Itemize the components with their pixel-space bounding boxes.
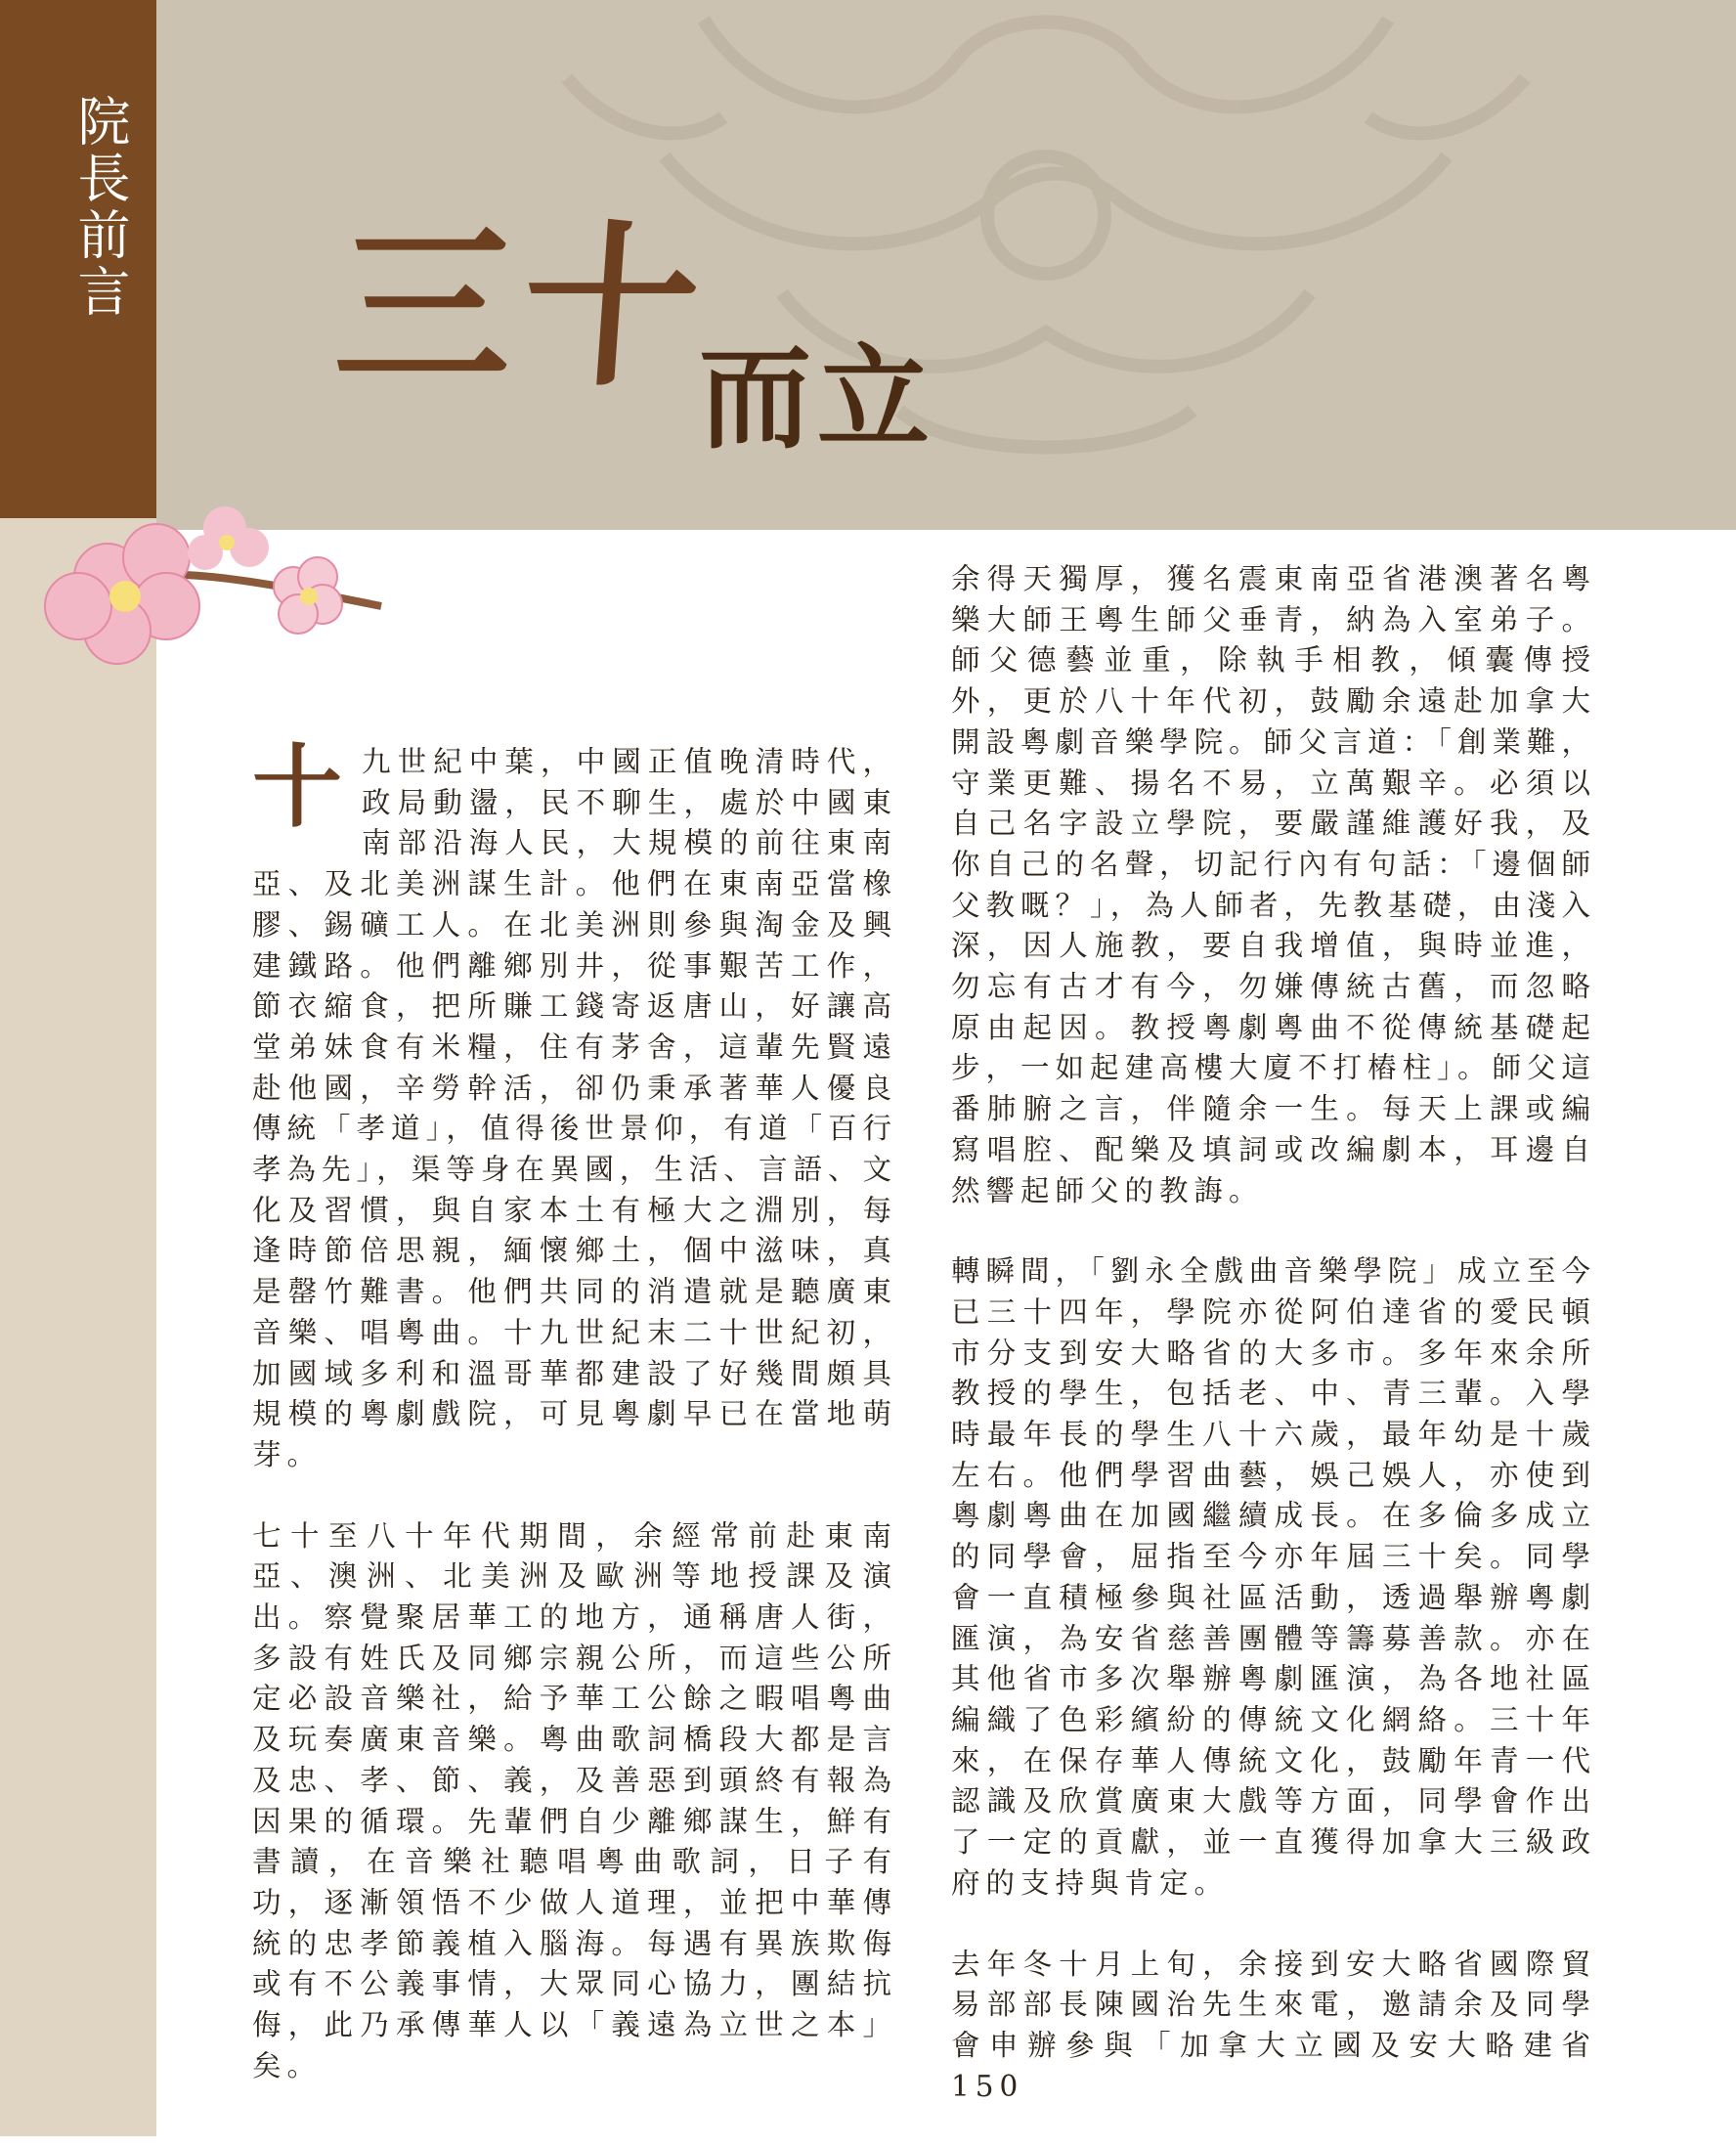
paragraph: 七十至八十年代期間，余經常前赴東南亞、澳洲、北美洲及歐洲等地授課及演出。察覺聚居華工的地方，通稱唐人街，多設有姓氏及同鄉宗親公所，而這些公所定必設音樂社，給予華工公餘之暇唱粵曲及玩奏廣東音樂。粵曲歌詞橋段大都是言及忠、孝、節、義，及善惡到頭終有報為因果的循環。先輩們自少離鄉謀生，鮮有書讀，在音樂社聽唱粵曲歌詞，日子有功，逐漸領悟不少做人道理，並把中華傳統的忠孝節義植入腦海。每遇有異族欺侮或有不公義事情，大眾同心協力，團結抗侮，此乃承傳華人以「義遠為立世之本」矣。 bbox=[252, 1518, 897, 2082]
drop-cap: 十 bbox=[252, 734, 349, 840]
paragraph: 去年冬十月上旬，余接到安大略省國際貿易部部長陳國治先生來電，邀請余及同學會申辦參與「加拿大立國及安大略建省150 bbox=[951, 1947, 1596, 2103]
paragraph-text: 九世紀中葉，中國正值晚清時代，政局動盪，民不聊生，處於中國東南部沿海人民，大規模的前往東南亞、及北美洲謀生計。他們在東南亞當橡膠、錫礦工人。在北美洲則參與淘金及興建鐵路。他們離鄉別井，從事艱苦工作，節衣縮食，把所賺工錢寄返唐山，好讓高堂弟妹食有米糧，住有茅舍，這輩先賢遠赴他國，辛勞幹活，卻仍秉承著華人優良傳統「孝道」，值得後世景仰，有道「百行孝為先」，渠等身在異國，生活、言語、文化及習慣，與自家本土有極大之淵別，每逢時節倍思親，緬懷鄉土，個中滋味，真是罄竹難書。他們共同的消遣就是聽廣東音樂、唱粵曲。十九世紀末二十世紀初，加國域多利和溫哥華都建設了好幾間頗具規模的粵劇戲院，可見粵劇早已在當地萌芽。 bbox=[252, 745, 897, 1471]
article-right-column bbox=[951, 559, 1596, 2147]
paragraph bbox=[252, 734, 897, 1476]
sidebar-beige-band bbox=[0, 518, 156, 2136]
article-left-column bbox=[252, 734, 897, 2127]
title-sub: 而立 bbox=[699, 332, 936, 464]
title-main: 三十 bbox=[329, 204, 716, 411]
plum-blossom-icon bbox=[0, 440, 391, 675]
paragraph: 轉瞬間，「劉永全戲曲音樂學院」成立至今已三十四年，學院亦從阿伯達省的愛民頓市分支到安大略省的大多市。多年來余所教授的學生，包括老、中、青三輩。入學時最年長的學生八十六歲，最年幼是十歲左右。他們學習曲藝，娛己娛人，亦使到粵劇粵曲在加國繼續成長。在多倫多成立的同學會，屈指至今亦年屆三十矣。同學會一直積極參與社區活動，透過舉辦粵劇匯演，為安省慈善團體等籌募善款。亦在其他省市多次舉辦粵劇匯演，為各地社區編織了色彩繽紛的傳統文化網絡。三十年來，在保存華人傳統文化，鼓勵年青一代認識及欣賞廣東大戲等方面，同學會作出了一定的貢獻，並一直獲得加拿大三級政府的支持與肯定。 bbox=[951, 1254, 1596, 1900]
section-label: 院長前言 bbox=[69, 94, 131, 321]
paragraph: 余得天獨厚，獲名震東南亞省港澳著名粵樂大師王粵生師父垂青，納為入室弟子。師父德藝並重，除執手相教，傾囊傳授外，更於八十年代初，鼓勵余遠赴加拿大開設粵劇音樂學院。師父言道：「創業難，守業更難、揚名不易，立萬艱辛。必須以自己名字設立學院，要嚴謹維護好我，及你自己的名聲，切記行內有句話：「邊個師父教嘅？」，為人師者，先教基礎，由淺入深，因人施教，要自我增值，與時並進，勿忘有古才有今，勿嫌傳統古舊，而忽略原由起因。教授粵劇粵曲不從傳統基礎起步，一如起建高樓大廈不打樁柱」。師父這番肺腑之言，伴隨余一生。每天上課或編寫唱腔、配樂及填詞或改編劇本，耳邊自然響起師父的教誨。 bbox=[951, 562, 1596, 1207]
page-title bbox=[329, 204, 936, 469]
